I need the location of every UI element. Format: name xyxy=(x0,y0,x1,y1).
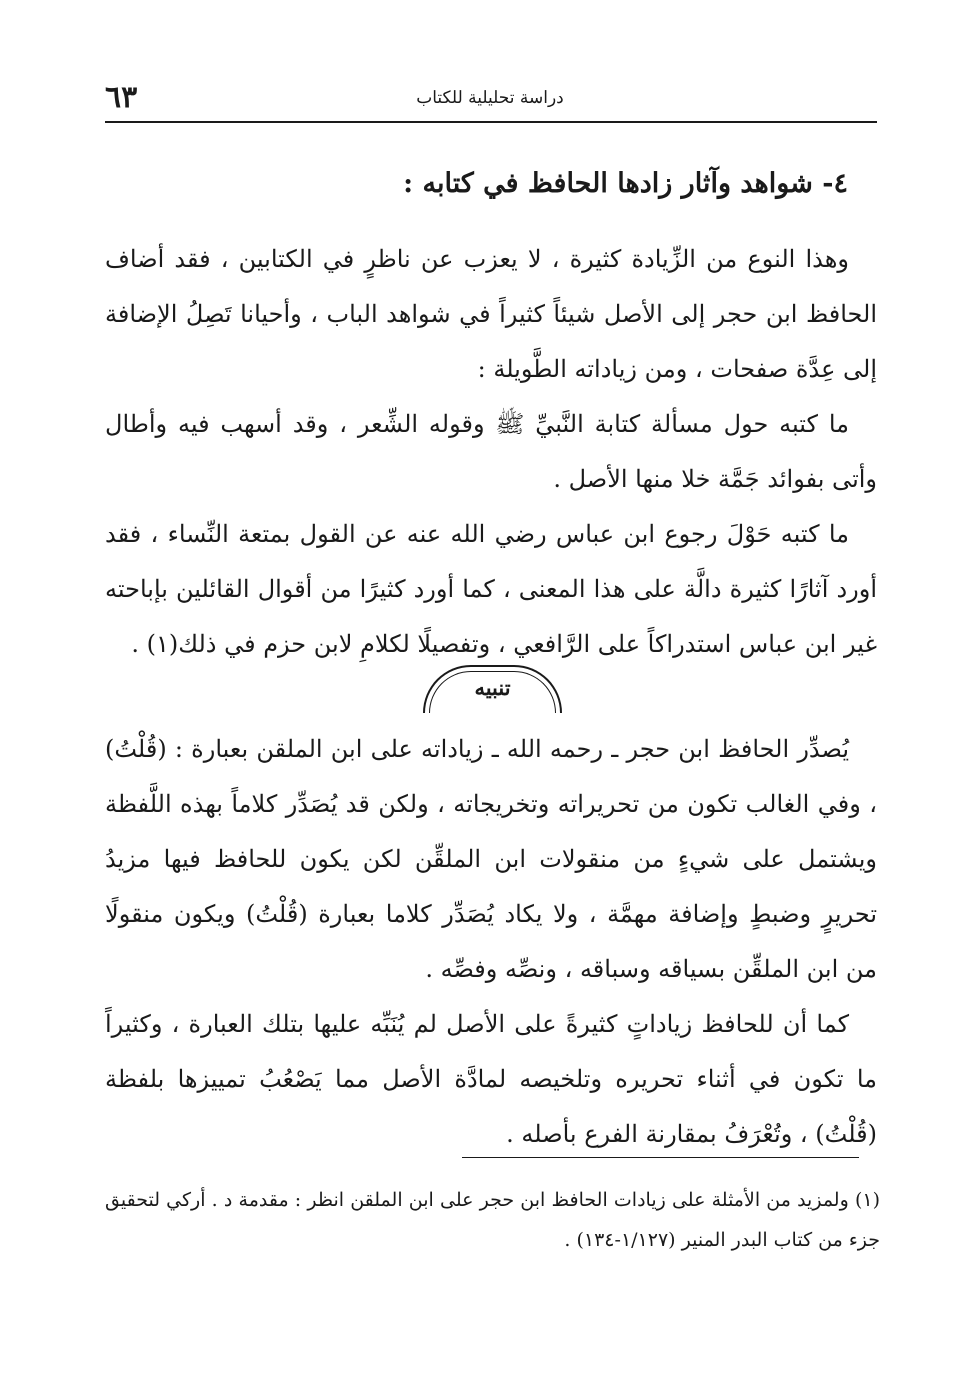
paragraph-3 xyxy=(105,507,877,672)
footnote-text: (١) ولمزيد من الأمثلة على زيادات الحافظ ابن حجر على ابن الملقن انظر : مقدمة د . أركي لتحقيق جزء من كتاب البدر المنير (١/١٢٧-١٣٤) . xyxy=(105,1189,880,1251)
notice-paragraph-2 xyxy=(105,997,877,1162)
paragraph-text: كما أن للحافظ زياداتٍ كثيرةً على الأصل لم يُنَبِّه عليها بتلك العبارة ، وكثيراً ما تكون في أثناء تحريره وتلخيصه لمادَّة الأصل مما يَصْعُبُ تمييزها بلفظة (قُلْتُ) ، وتُعْرَفُ بمقارنة الفرع بأصله . xyxy=(105,1010,877,1148)
running-title: دراسة تحليلية للكتاب xyxy=(416,88,564,108)
section-heading: ٤- شواهد وآثار زادها الحافظ في كتابه : xyxy=(403,168,848,199)
paragraph-text: ما كتبه حَوْلَ رجوع ابن عباس رضي الله عنه عن القول بمتعة النِّساء ، فقد أورد آثارًا كثيرة دالَّة على هذا المعنى ، كما أورد كثيرًا من أقوال القائلين بإباحته غير ابن عباس استدراكاً على الرَّافعي ، وتفصيلًا لكلامِ لابن حزم في ذلك(١) . xyxy=(105,520,877,658)
notice-banner xyxy=(0,665,956,715)
notice-label: تنبيه xyxy=(474,675,511,700)
footnote xyxy=(105,1180,880,1260)
paragraph-text: وهذا النوع من الزِّيادة كثيرة ، لا يعزب عن ناظرٍ في الكتابين ، فقد أضاف الحافظ ابن حجر إلى الأصل شيئاً كثيراً في شواهد الباب ، وأحيانا تَصِلُ الإضافة إلى عِدَّة صفحات ، ومن زياداته الطَّويلة : xyxy=(105,245,878,383)
page-header xyxy=(105,80,875,120)
notice-paragraph-1 xyxy=(105,722,877,997)
paragraph-text: ما كتبه حول مسألة كتابة النَّبيِّ ﷺ وقوله الشِّعر ، وقد أسهب فيه وأطال وأتى بفوائد جَمَّة خلا منها الأصل . xyxy=(105,410,877,493)
paragraph-1 xyxy=(105,232,877,397)
header-rule xyxy=(105,121,877,123)
footnote-rule xyxy=(462,1157,859,1158)
notice-badge xyxy=(423,665,562,713)
paragraph-2 xyxy=(105,397,877,507)
page-number: ٦٣ xyxy=(105,80,138,115)
paragraph-text: يُصدِّر الحافظ ابن حجر ـ رحمه الله ـ زياداته على ابن الملقن بعبارة : (قُلْتُ) ، وفي الغالب تكون من تحريراته وتخريجاته ، ولكن قد يُصَدِّر كلاماً بهذه اللَّفظة ويشتمل على شيءٍ من منقولات ابن الملقِّن لكن يكون للحافظ فيها مزيدُ تحريرٍ وضبطٍ وإضافة مهمَّة ، ولا يكاد يُصَدِّر كلاما بعبارة (قُلْتُ) ويكون منقولًا من ابن الملقِّن بسياقه وسباقه ، ونصِّه وفصِّه . xyxy=(105,735,877,983)
